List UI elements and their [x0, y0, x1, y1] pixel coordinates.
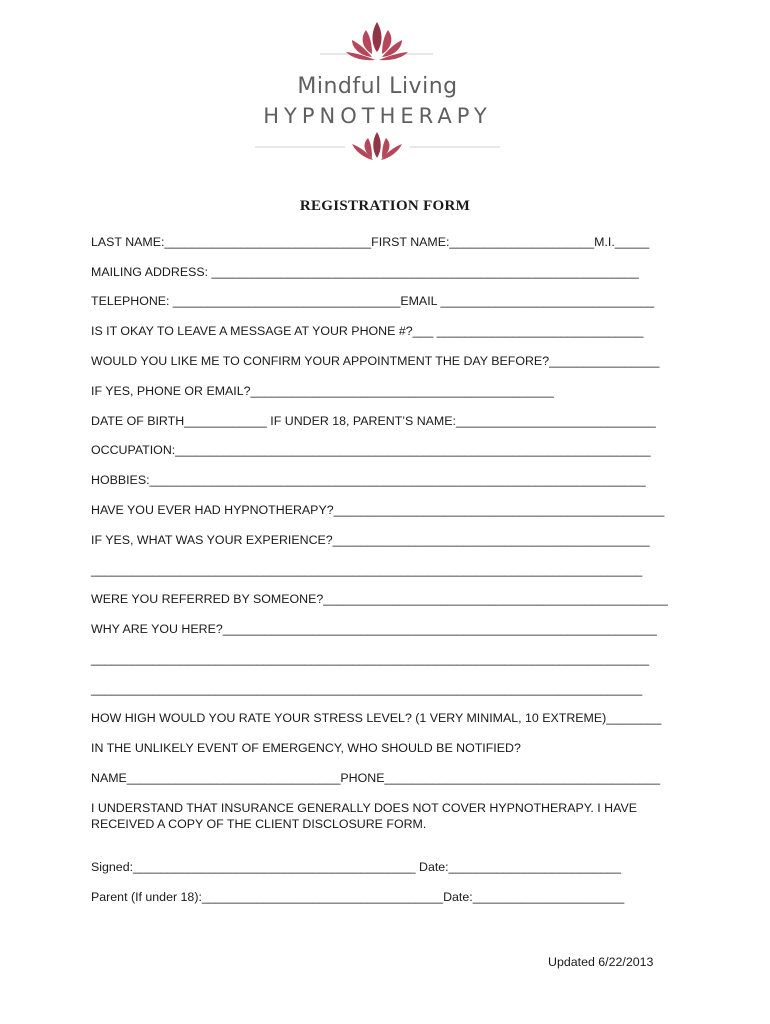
- confirm-appointment-line[interactable]: WOULD YOU LIKE ME TO CONFIRM YOUR APPOINTMENT THE DAY BEFORE?________________: [91, 354, 660, 368]
- date-of-birth-line[interactable]: DATE OF BIRTH____________ IF UNDER 18, PARENT’S NAME:_____________________________: [91, 414, 656, 428]
- emergency-contact-line[interactable]: NAME_______________________________PHONE________________________________________: [91, 771, 661, 785]
- experience-continued-line[interactable]: ________________________________________________________________________________: [91, 563, 643, 577]
- experience-line[interactable]: IF YES, WHAT WAS YOUR EXPERIENCE?______________________________________________: [91, 533, 650, 547]
- leave-message-line[interactable]: IS IT OKAY TO LEAVE A MESSAGE AT YOUR PHONE #?___ ______________________________: [91, 324, 644, 338]
- hypnotherapy-history-line[interactable]: HAVE YOU EVER HAD HYPNOTHERAPY?________________________________________________: [91, 503, 665, 517]
- referred-line[interactable]: WERE YOU REFERRED BY SOMEONE?__________________________________________________: [91, 592, 668, 606]
- emergency-heading: IN THE UNLIKELY EVENT OF EMERGENCY, WHO SHOULD BE NOTIFIED?: [91, 741, 521, 755]
- why-here-continued-line-2[interactable]: ________________________________________________________________________________: [91, 682, 643, 696]
- why-here-line[interactable]: WHY ARE YOU HERE?_______________________________________________________________: [91, 622, 657, 636]
- mailing-address-line[interactable]: MAILING ADDRESS: ______________________________________________________________: [91, 265, 639, 279]
- insurance-statement-1: I UNDERSTAND THAT INSURANCE GENERALLY DOES NOT COVER HYPNOTHERAPY. I HAVE: [91, 801, 637, 815]
- stress-level-line[interactable]: HOW HIGH WOULD YOU RATE YOUR STRESS LEVEL? (1 VERY MINIMAL, 10 EXTREME)________: [91, 711, 662, 725]
- telephone-email-line[interactable]: TELEPHONE: _________________________________EMAIL _______________________________: [91, 294, 655, 308]
- name-line[interactable]: LAST NAME:______________________________FIRST NAME:_____________________M.I._____: [91, 235, 650, 249]
- occupation-line[interactable]: OCCUPATION:_____________________________________________________________________: [91, 443, 651, 457]
- logo-subtitle: HYPNOTHERAPY: [263, 104, 492, 128]
- parent-signature-line[interactable]: Parent (If under 18):___________________________________Date:______________________: [91, 890, 625, 904]
- logo: [0, 0, 770, 170]
- logo-title: Mindful Living: [297, 74, 458, 99]
- insurance-statement-2: RECEIVED A COPY OF THE CLIENT DISCLOSURE FORM.: [91, 817, 427, 831]
- phone-or-email-line[interactable]: IF YES, PHONE OR EMAIL?____________________________________________: [91, 384, 554, 398]
- form-title: REGISTRATION FORM: [299, 198, 471, 214]
- signature-line[interactable]: Signed:_________________________________________ Date:_________________________: [91, 860, 621, 874]
- updated-date: Updated 6/22/2013: [548, 955, 654, 969]
- why-here-continued-line-1[interactable]: _________________________________________________________________________________: [91, 652, 650, 666]
- hobbies-line[interactable]: HOBBIES:________________________________________________________________________: [91, 473, 646, 487]
